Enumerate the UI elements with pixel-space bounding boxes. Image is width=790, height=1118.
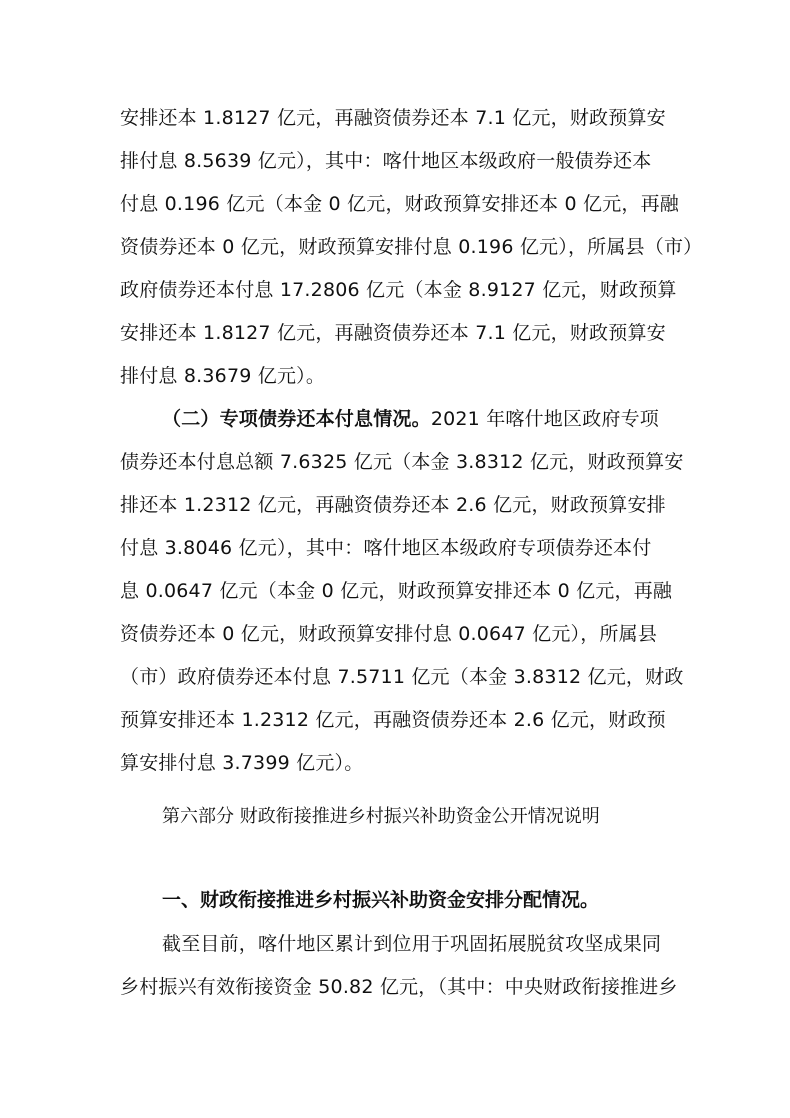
paragraph-line: 排还本 1.2312 亿元，再融资债券还本 2.6 亿元，财政预算安排: [120, 494, 666, 516]
paragraph-line: 截至目前，喀什地区累计到位用于巩固拓展脱贫攻坚成果同: [162, 933, 662, 955]
paragraph-line: 资债券还本 0 亿元，财政预算安排付息 0.0647 亿元），所属县: [120, 623, 658, 645]
paragraph-line: 排付息 8.3679 亿元）。: [120, 365, 326, 387]
paragraph-line: 排付息 8.5639 亿元），其中：喀什地区本级政府一般债券还本: [120, 150, 652, 172]
paragraph-line: 乡村振兴有效衔接资金 50.82 亿元，（其中：中央财政衔接推进乡: [120, 976, 678, 998]
paragraph-line: 安排还本 1.8127 亿元，再融资债券还本 7.1 亿元，财政预算安: [120, 107, 666, 129]
paragraph-line: 债券还本付息总额 7.6325 亿元（本金 3.8312 亿元，财政预算安: [120, 451, 684, 473]
paragraph-line: 算安排付息 3.7399 亿元）。: [120, 752, 364, 774]
paragraph-text: 2021 年喀什地区政府专项: [430, 408, 660, 430]
paragraph-heading-line: [162, 407, 722, 431]
subheading: 一、财政衔接推进乡村振兴补助资金安排分配情况。: [162, 889, 600, 911]
paragraph-line: （市）政府债券还本付息 7.5711 亿元（本金 3.8312 亿元，财政: [120, 666, 684, 688]
paragraph-line: 政府债券还本付息 17.2806 亿元（本金 8.9127 亿元，财政预算: [120, 279, 677, 301]
section-title: 第六部分 财政衔接推进乡村振兴补助资金公开情况说明: [162, 806, 600, 827]
paragraph-line: 付息 0.196 亿元（本金 0 亿元，财政预算安排还本 0 亿元，再融: [120, 193, 680, 215]
paragraph-line: 资债券还本 0 亿元，财政预算安排付息 0.196 亿元），所属县（市）: [120, 236, 703, 258]
section-heading-special-bonds: （二）专项债券还本付息情况。: [162, 408, 431, 430]
paragraph-line: 安排还本 1.8127 亿元，再融资债券还本 7.1 亿元，财政预算安: [120, 322, 666, 344]
paragraph-line: 付息 3.8046 亿元），其中：喀什地区本级政府专项债券还本付: [120, 537, 652, 559]
paragraph-line: 预算安排还本 1.2312 亿元，再融资债券还本 2.6 亿元，财政预: [120, 709, 666, 731]
paragraph-line: 息 0.0647 亿元（本金 0 亿元，财政预算安排还本 0 亿元，再融: [120, 580, 673, 602]
